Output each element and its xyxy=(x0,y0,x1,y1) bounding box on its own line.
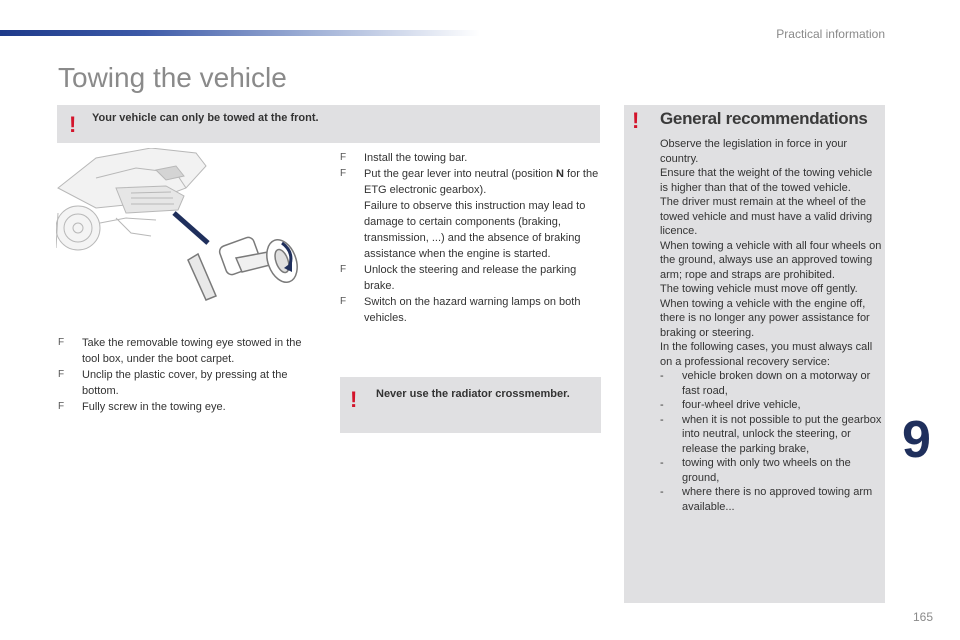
case-text: where there is no approved towing arm available... xyxy=(682,486,873,513)
list-item xyxy=(340,262,602,294)
list-item xyxy=(660,398,882,413)
warning-text: Never use the radiator crossmember. xyxy=(376,388,570,400)
step-text-part: for the ETG electronic gearbox). xyxy=(364,168,599,196)
paragraph: The towing vehicle must move off gently. xyxy=(660,283,858,295)
step-text xyxy=(364,168,598,196)
step-text: Switch on the hazard warning lamps on both vehicles. xyxy=(364,296,581,324)
warning-icon: ! xyxy=(632,108,640,133)
list-item xyxy=(660,369,882,398)
towing-eye-illustration xyxy=(56,148,324,306)
step-text: Install the towing bar. xyxy=(364,152,468,164)
step-text: Take the removable towing eye stowed in the tool box, under the boot carpet. xyxy=(82,337,302,365)
checkbox-bullet-icon: F xyxy=(340,296,347,307)
list-item xyxy=(58,367,318,399)
dash-bullet: - xyxy=(660,399,664,411)
paragraph: When towing a vehicle with the engine off, there is no longer any power assistance for braking or steering. xyxy=(660,297,870,339)
paragraph: Ensure that the weight of the towing vehicle is higher than that of the towed vehicle. xyxy=(660,167,873,194)
gear-position-label: N xyxy=(556,168,564,180)
list-item xyxy=(660,485,882,514)
step-text-part: Put the gear lever into neutral (position xyxy=(364,168,557,180)
warning-box-front-tow xyxy=(57,105,600,143)
checkbox-bullet-icon: F xyxy=(340,168,347,179)
step-text: Unlock the steering and release the parking brake. xyxy=(364,264,577,292)
step-text: Unclip the plastic cover, by pressing at the bottom. xyxy=(82,369,288,397)
checkbox-bullet-icon: F xyxy=(58,337,65,348)
paragraph: In the following cases, you must always call on a professional recovery service: xyxy=(660,341,873,368)
chapter-number: 9 xyxy=(902,411,931,469)
paragraph: When towing a vehicle with all four wheels on the ground, always use an approved towing arm; rope and straps are prohibited. xyxy=(660,239,882,281)
recovery-case-list xyxy=(660,369,882,514)
paragraph: Observe the legislation in force in your country. xyxy=(660,138,848,165)
warning-icon: ! xyxy=(350,387,358,412)
paragraph: The driver must remain at the wheel of the towed vehicle and must have a valid driving licence. xyxy=(660,196,873,237)
checkbox-bullet-icon: F xyxy=(340,152,347,163)
case-text: four-wheel drive vehicle, xyxy=(682,399,801,411)
panel-title: General recommendations xyxy=(660,109,868,128)
warning-text: Your vehicle can only be towed at the front. xyxy=(92,112,319,124)
panel-body xyxy=(660,137,882,514)
dash-bullet: - xyxy=(660,486,664,498)
checkbox-bullet-icon: F xyxy=(58,369,65,380)
list-item xyxy=(58,335,318,367)
checkbox-bullet-icon: F xyxy=(340,264,347,275)
dash-bullet: - xyxy=(660,457,664,469)
list-item xyxy=(340,294,602,326)
step-text: Fully screw in the towing eye. xyxy=(82,401,226,413)
page-title: Towing the vehicle xyxy=(58,62,287,93)
right-step-list xyxy=(340,150,602,326)
step-note: Failure to observe this instruction may lead to damage to certain components (braking, transmission, ...) and the absence of braking assistance when the engine is started. xyxy=(364,200,586,260)
warning-icon: ! xyxy=(69,112,77,137)
section-label: Practical information xyxy=(776,27,885,41)
dash-bullet: - xyxy=(660,370,664,382)
left-step-list xyxy=(58,335,318,415)
list-item xyxy=(660,456,882,485)
list-item xyxy=(340,166,602,262)
dash-bullet: - xyxy=(660,413,664,426)
checkbox-bullet-icon: F xyxy=(58,401,65,412)
list-item xyxy=(340,150,602,166)
list-item xyxy=(58,399,318,415)
list-item xyxy=(660,413,882,457)
page-number: 165 xyxy=(913,610,934,624)
header-accent-bar xyxy=(0,30,480,36)
general-recommendations-panel xyxy=(624,105,885,603)
case-text: vehicle broken down on a motorway or fast road, xyxy=(682,370,871,397)
warning-box-radiator xyxy=(340,377,601,433)
case-text: towing with only two wheels on the ground, xyxy=(682,457,851,484)
case-text: when it is not possible to put the gearbox into neutral, unlock the steering, or release the parking brake, xyxy=(682,413,882,455)
